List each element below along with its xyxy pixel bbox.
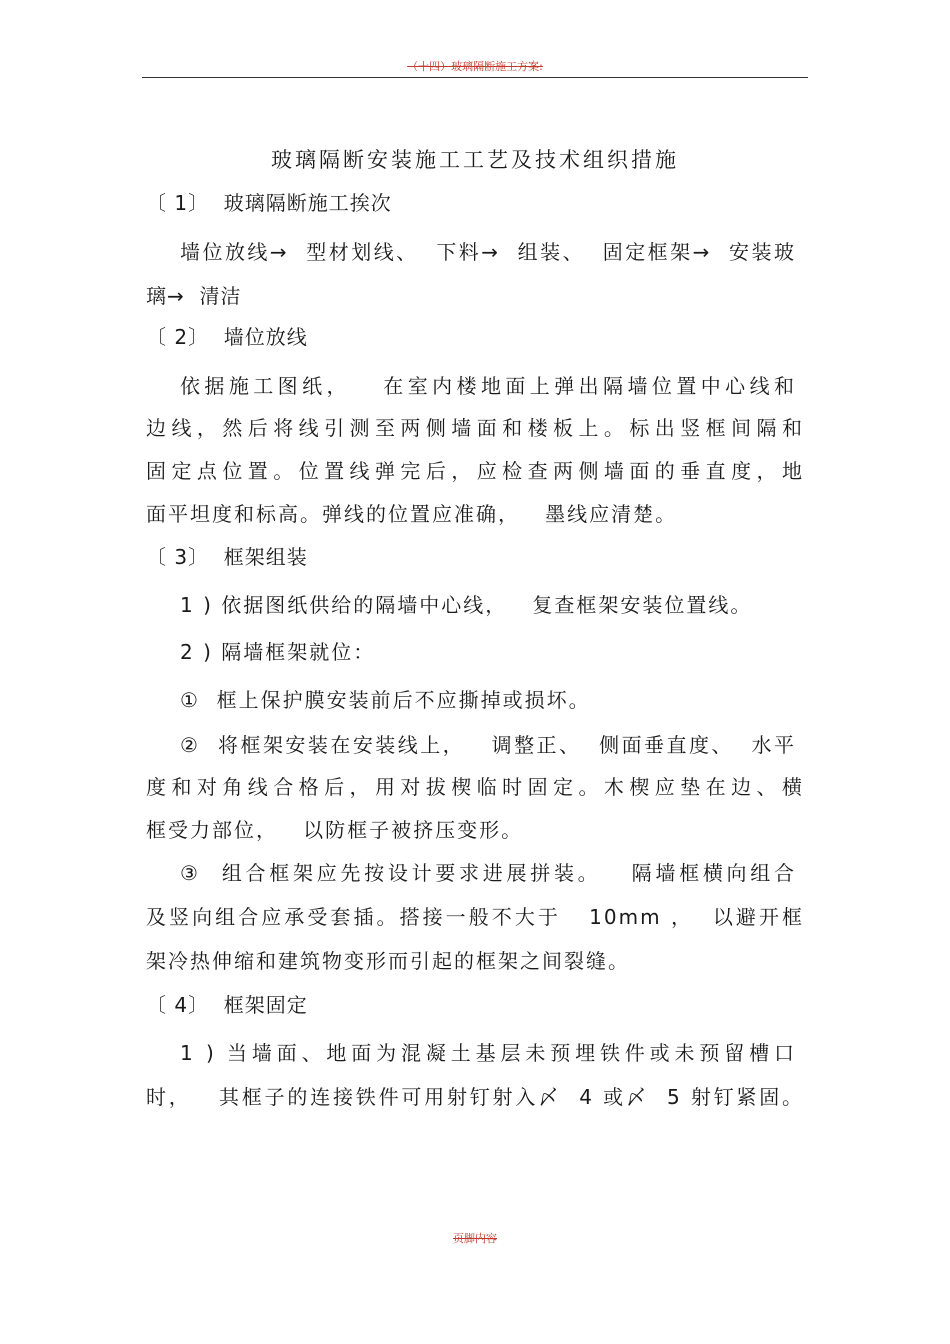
page-footer-text: 页脚内容 (453, 1232, 497, 1245)
paragraph-line: 面平坦度和标高。弹线的位置应准确， 墨线应清楚。 (146, 502, 678, 526)
paragraph-line: 度和对角线合格后，用对拔楔临时固定。木楔应垫在边、横 (146, 775, 804, 799)
list-item: 1 ) 依据图纸供给的隔墙中心线， 复查框架安装位置线。 (180, 593, 753, 617)
section-heading-4: 〔 4〕 框架固定 (146, 993, 308, 1017)
list-item: 2 ) 隔墙框架就位： (180, 640, 376, 664)
paragraph-line: 墙位放线→ 型材划线、 下料→ 组装、 固定框架→ 安装玻 (180, 240, 796, 264)
section-heading-2: 〔 2〕 墙位放线 (146, 325, 308, 349)
list-item: ② 将框架安装在安装线上， 调整正、 侧面垂直度、 水平 (180, 733, 796, 757)
header-rule (142, 77, 808, 78)
list-item: ① 框上保护膜安装前后不应撕掉或损坏。 (180, 688, 591, 712)
paragraph-line: 依据施工图纸， 在室内楼地面上弹出隔墙位置中心线和 (180, 374, 796, 398)
paragraph-line: 时， 其框子的连接铁件可用射钉射入〆 4 或〆 5 射钉紧固。 (146, 1085, 804, 1109)
section-heading-1: 〔 1〕 玻璃隔断施工挨次 (146, 191, 392, 215)
paragraph-line: 固定点位置。位置线弹完后，应检查两侧墙面的垂直度，地 (146, 459, 804, 483)
paragraph-line: 边线，然后将线引测至两侧墙面和楼板上。标出竖框间隔和 (146, 416, 804, 440)
paragraph-line: 及竖向组合应承受套插。搭接一般不大于 10mm ， 以避开框 (146, 905, 804, 929)
paragraph-line: 璃→ 清洁 (146, 284, 242, 308)
section-heading-3: 〔 3〕 框架组装 (146, 545, 308, 569)
list-item: ③ 组合框架应先按设计要求进展拼装。 隔墙框横向组合 (180, 861, 796, 885)
paragraph-line: 框受力部位， 以防框子被挤压变形。 (146, 818, 524, 842)
paragraph-line: 架冷热伸缩和建筑物变形而引起的框架之间裂缝。 (146, 949, 630, 973)
list-item: 1 ) 当墙面、地面为混凝土基层未预埋铁件或未预留槽口 (180, 1041, 796, 1065)
document-title: 玻璃隔断安装施工工艺及技术组织措施 (271, 148, 679, 172)
page-header-text: （十四）玻璃隔断施工方案: (407, 60, 543, 73)
